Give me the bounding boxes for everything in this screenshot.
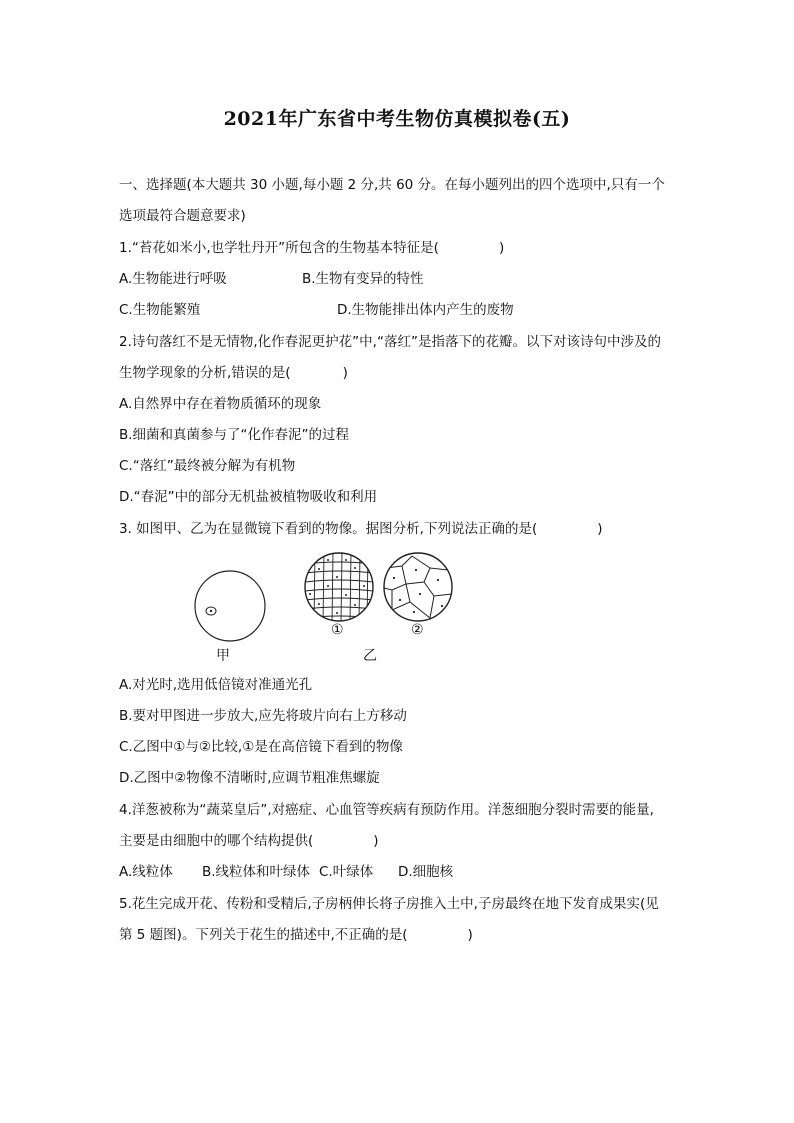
q1-option-d: D.生物能排出体内产生的废物 xyxy=(337,302,514,318)
q1-option-b: B.生物有变异的特性 xyxy=(302,271,424,287)
q3-option-b: B.要对甲图进一步放大,应先将玻片向右上方移动 xyxy=(119,708,407,724)
q2-option-d: D.“春泥”中的部分无机盐被植物吸收和利用 xyxy=(119,489,378,505)
q5-stem-text: 第 5 题图)。下列关于花生的描述中,不正确的是( xyxy=(119,927,408,943)
figure-label-2: ② xyxy=(411,622,424,638)
q1-stem-text: 1.“苔花如米小,也学牡丹开”所包含的生物基本特征是( xyxy=(119,240,439,256)
q1-option-a: A.生物能进行呼吸 xyxy=(119,271,227,287)
field-jia xyxy=(195,571,265,641)
q3-option-c: C.乙图中①与②比较,①是在高倍镜下看到的物像 xyxy=(119,739,403,755)
q1-option-c: C.生物能繁殖 xyxy=(119,302,201,318)
question-5-stem-cont xyxy=(119,925,473,945)
question-5-stem: 5.花生完成开花、传粉和受精后,子房柄伸长将子房推入土中,子房最终在地下发育成果实(见 xyxy=(119,896,659,912)
q2-option-a: A.自然界中存在着物质循环的现象 xyxy=(119,396,322,412)
exam-title: 2021年广东省中考生物仿真模拟卷(五) xyxy=(223,108,571,130)
q2-close: ) xyxy=(342,365,348,381)
question-4-stem: 4.洋葱被称为“蔬菜皇后”,对癌症、心血管等疾病有预防作用。洋葱细胞分裂时需要的能量, xyxy=(119,802,654,818)
question-3-stem xyxy=(119,519,603,539)
q2-option-c: C.“落红”最终被分解为有机物 xyxy=(119,458,296,474)
section-heading: 一、选择题(本大题共 30 小题,每小题 2 分,共 60 分。在每小题列出的四个选项中,只有一个 xyxy=(119,177,665,193)
q3-close: ) xyxy=(597,521,603,537)
question-1-stem xyxy=(119,238,504,258)
q4-stem-text: 主要是由细胞中的哪个结构提供( xyxy=(119,833,314,849)
question-2-stem: 2.诗句落红不是无情物,化作春泥更护花”中,“落红”是指落下的花瓣。以下对该诗句中涉及的 xyxy=(119,334,661,350)
q1-close: ) xyxy=(498,240,505,256)
field-yi-2 xyxy=(384,553,452,622)
q3-stem-text: 3. 如图甲、乙为在显微镜下看到的物像。据图分析,下列说法正确的是( xyxy=(119,521,538,537)
question-4-stem-cont xyxy=(119,831,379,851)
q4-option-c: C.叶绿体 xyxy=(319,864,374,880)
figure-label-jia: 甲 xyxy=(216,648,230,664)
q4-option-b: B.线粒体和叶绿体 xyxy=(202,864,311,880)
question-2-stem-cont xyxy=(119,363,348,383)
microscope-figure xyxy=(180,548,480,668)
q4-option-a: A.线粒体 xyxy=(119,864,173,880)
q3-option-a: A.对光时,选用低倍镜对准通光孔 xyxy=(119,677,313,693)
figure-label-1: ① xyxy=(331,622,344,638)
q4-option-d: D.细胞核 xyxy=(398,864,454,880)
q2-stem-text: 生物学现象的分析,错误的是( xyxy=(119,365,291,381)
q5-close: ) xyxy=(467,927,473,943)
figure-label-yi: 乙 xyxy=(363,648,377,664)
q3-option-d: D.乙图中②物像不清晰时,应调节粗准焦螺旋 xyxy=(119,770,380,786)
section-heading-cont: 选项最符合题意要求) xyxy=(119,208,246,224)
q2-option-b: B.细菌和真菌参与了“化作春泥”的过程 xyxy=(119,427,350,443)
q4-close: ) xyxy=(373,833,379,849)
field-yi-1 xyxy=(305,552,373,623)
